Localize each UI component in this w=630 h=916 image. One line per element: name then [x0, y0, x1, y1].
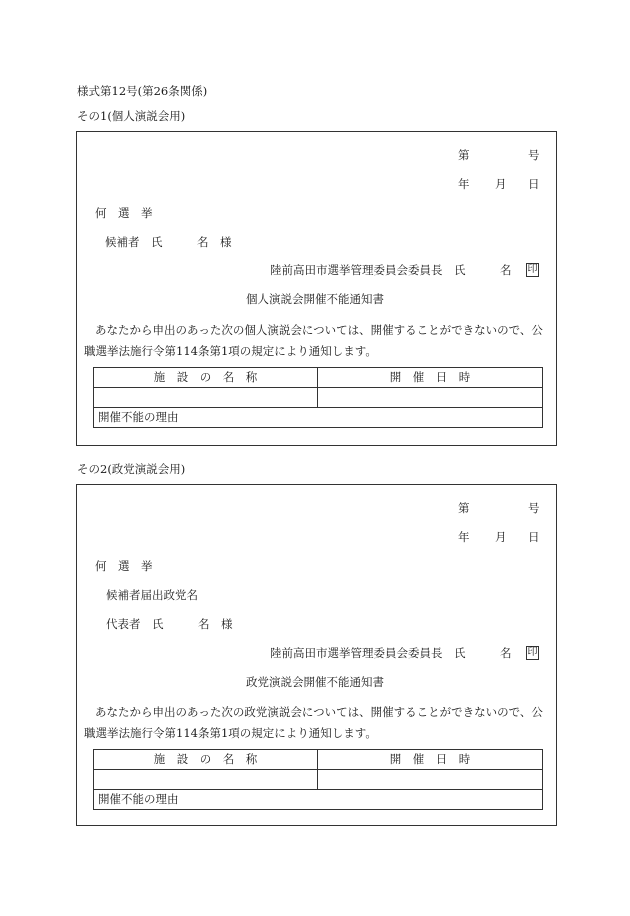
facility-name-header: 施 設 の 名 称 [94, 750, 318, 770]
body-text-line2: 職選挙法施行令第114条第1項の規定により通知します。 [84, 344, 377, 358]
datetime-cell [318, 770, 543, 790]
date-year: 年 [458, 177, 470, 191]
body-text-line1: あなたから申出のあった次の政党演説会については、開催することができないので、公 [95, 705, 543, 719]
number-label-dai: 第 [458, 501, 470, 515]
form-title: 様式第12号(第26条関係) [77, 84, 208, 98]
facility-name-cell [94, 770, 318, 790]
date-month: 月 [495, 177, 507, 191]
body-text-line2: 職選挙法施行令第114条第1項の規定により通知します。 [84, 726, 377, 740]
datetime-header: 開 催 日 時 [318, 368, 543, 388]
facility-table [93, 367, 543, 428]
reason-cell: 開催不能の理由 [94, 790, 543, 810]
election-name: 何 選 挙 [95, 206, 153, 220]
document-title: 政党演説会開催不能通知書 [246, 675, 384, 689]
number-label-dai: 第 [458, 148, 470, 162]
date-year: 年 [458, 530, 470, 544]
election-name: 何 選 挙 [95, 559, 153, 573]
datetime-cell [318, 388, 543, 408]
addressee: 候補者 氏 名 様 [105, 235, 232, 249]
reason-cell: 開催不能の理由 [94, 408, 543, 428]
seal-stamp: 印 [527, 264, 538, 275]
section-2-heading: その2(政党演説会用) [77, 462, 186, 476]
facility-name-cell [94, 388, 318, 408]
addressee: 代表者 氏 名 様 [106, 617, 233, 631]
date-month: 月 [495, 530, 507, 544]
issuer: 陸前高田市選挙管理委員会委員長 氏 名 [270, 263, 512, 277]
facility-name-header: 施 設 の 名 称 [94, 368, 318, 388]
section-1-form-box [76, 131, 557, 446]
party-name-line: 候補者届出政党名 [106, 588, 198, 602]
section-1-heading: その1(個人演説会用) [77, 109, 186, 123]
body-text-line1: あなたから申出のあった次の個人演説会については、開催することができないので、公 [95, 323, 543, 337]
number-label-go: 号 [528, 501, 540, 515]
issuer: 陸前高田市選挙管理委員会委員長 氏 名 [270, 646, 512, 660]
facility-table [93, 749, 543, 810]
seal-stamp: 印 [527, 647, 538, 658]
date-day: 日 [528, 177, 540, 191]
number-label-go: 号 [528, 148, 540, 162]
document-title: 個人演説会開催不能通知書 [246, 292, 384, 306]
datetime-header: 開 催 日 時 [318, 750, 543, 770]
section-2-form-box [76, 484, 557, 826]
date-day: 日 [528, 530, 540, 544]
